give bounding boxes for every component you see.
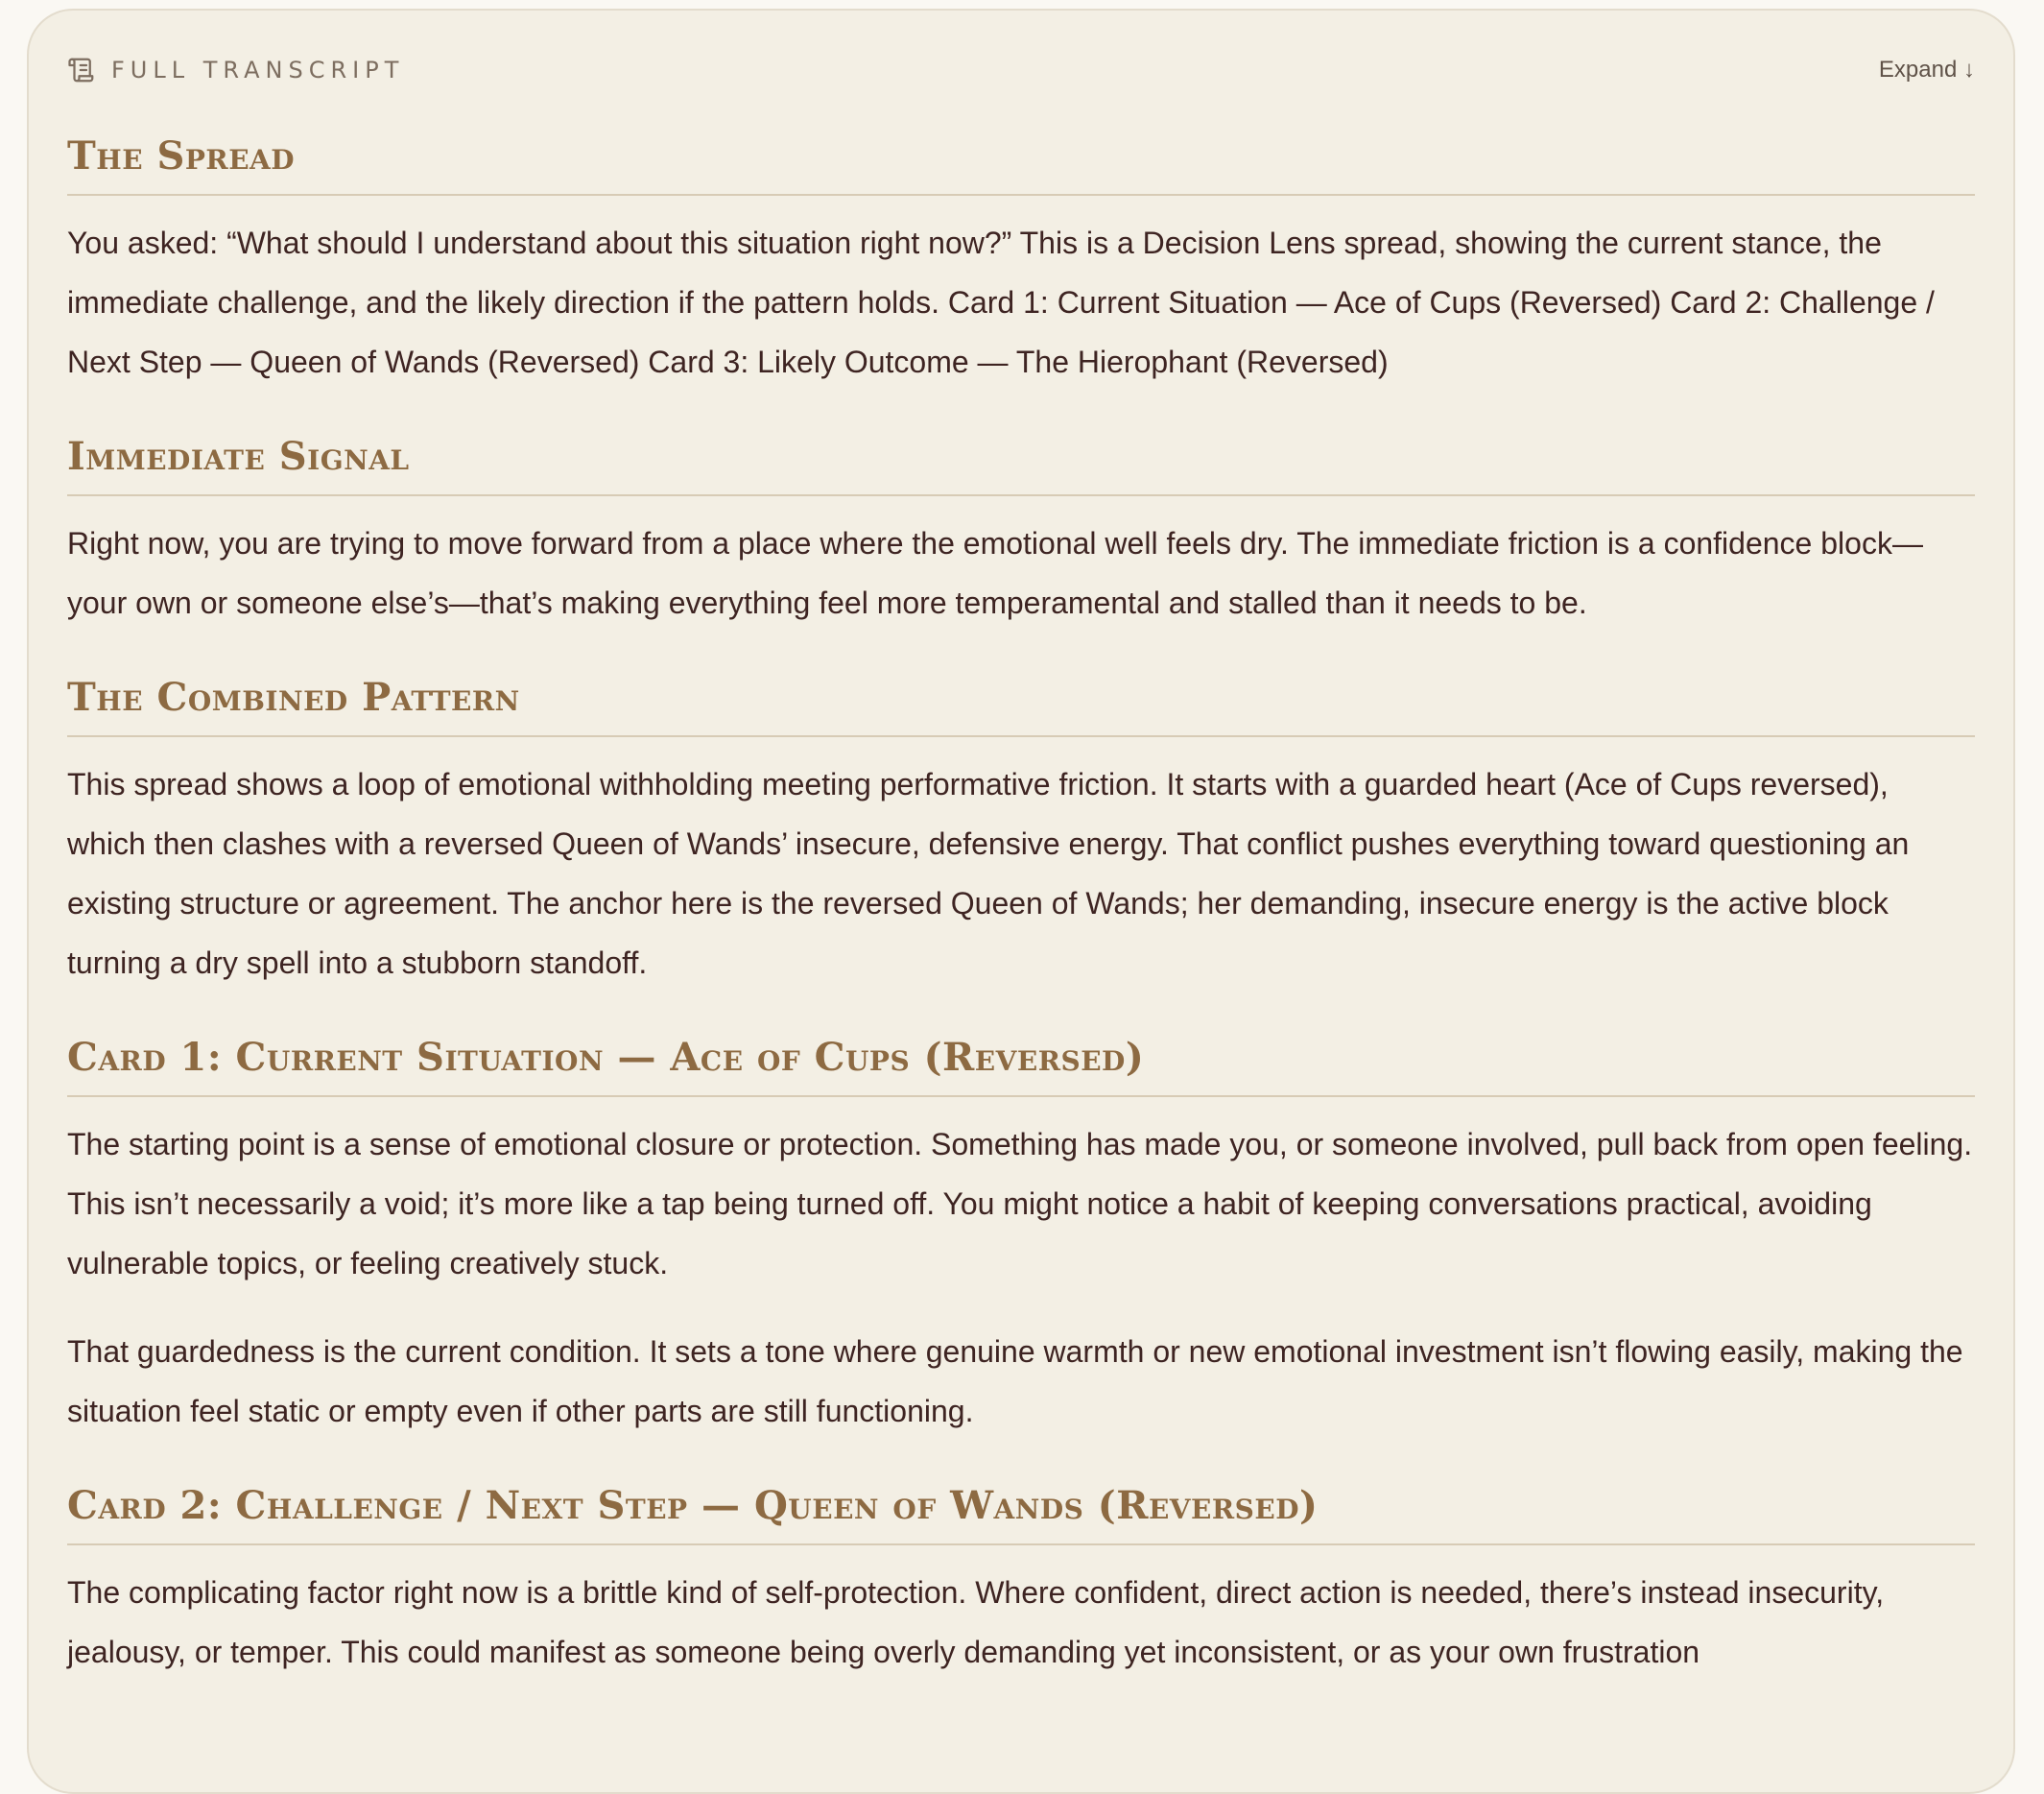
transcript-panel bbox=[27, 9, 2015, 1794]
section-title: The Combined Pattern bbox=[67, 675, 1975, 737]
section-combined-pattern bbox=[67, 675, 1975, 993]
section-title: Card 1: Current Situation — Ace of Cups (Reversed) bbox=[67, 1035, 1975, 1097]
section-title: Card 2: Challenge / Next Step — Queen of Wands (Reversed) bbox=[67, 1483, 1975, 1545]
section-card-2 bbox=[67, 1483, 1975, 1682]
transcript-header bbox=[67, 49, 1975, 91]
section-paragraph: This spread shows a loop of emotional withholding meeting performative friction. It starts with a guarded heart (Ace of Cups reversed), which then clashes with a reversed Queen of Wands’ insecure, defensive energy. That conflict pushes everything toward questioning an existing structure or agreement. The anchor here is the reversed Queen of Wands; her demanding, insecure energy is the active block turning a dry spell into a stubborn standoff. bbox=[67, 767, 1910, 980]
scroll-icon bbox=[67, 56, 96, 84]
section-paragraph: You asked: “What should I understand about this situation right now?” This is a Decision Lens spread, showing the current stance, the immediate challenge, and the likely direction if the pattern holds. Card 1: Current Situation — Ace of Cups (Reversed) Card 2: Challenge / Next Step — Queen of Wands (Reversed) Card 3: Likely Outcome — The Hierophant (Reversed) bbox=[67, 226, 1935, 379]
section-paragraph: The starting point is a sense of emotional closure or protection. Something has made you, or someone involved, pull back from open feeling. This isn’t necessarily a void; it’s more like a tap being turned off. You might notice a habit of keeping conversations practical, avoiding vulnerable topics, or feeling creatively stuck. bbox=[67, 1127, 1973, 1280]
expand-button[interactable] bbox=[1879, 57, 1975, 84]
section-card-1 bbox=[67, 1035, 1975, 1441]
section-the-spread bbox=[67, 133, 1975, 392]
expand-label: Expand ↓ bbox=[1878, 57, 1975, 83]
section-paragraph: The complicating factor right now is a brittle kind of self-protection. Where confident, direct action is needed, there’s instead insecurity, jealousy, or temper. This could manifest as someone being overly demanding yet inconsistent, or as your own frustration bbox=[67, 1575, 1885, 1669]
section-paragraph: Right now, you are trying to move forward from a place where the emotional well feels dry. The immediate friction is a confidence block—your own or someone else’s—that’s making everything feel more temperamental and stalled than it needs to be. bbox=[67, 526, 1923, 620]
header-title-group bbox=[67, 56, 404, 84]
section-title: Immediate Signal bbox=[67, 434, 1975, 496]
section-immediate-signal bbox=[67, 434, 1975, 633]
transcript-content bbox=[67, 133, 1975, 1724]
section-paragraph: That guardedness is the current condition. It sets a tone where genuine warmth or new emotional investment isn’t flowing easily, making the situation feel static or empty even if other parts are still functioning. bbox=[67, 1334, 1963, 1428]
section-title: The Spread bbox=[67, 133, 1975, 196]
transcript-title: FULL TRANSCRIPT bbox=[111, 57, 405, 84]
